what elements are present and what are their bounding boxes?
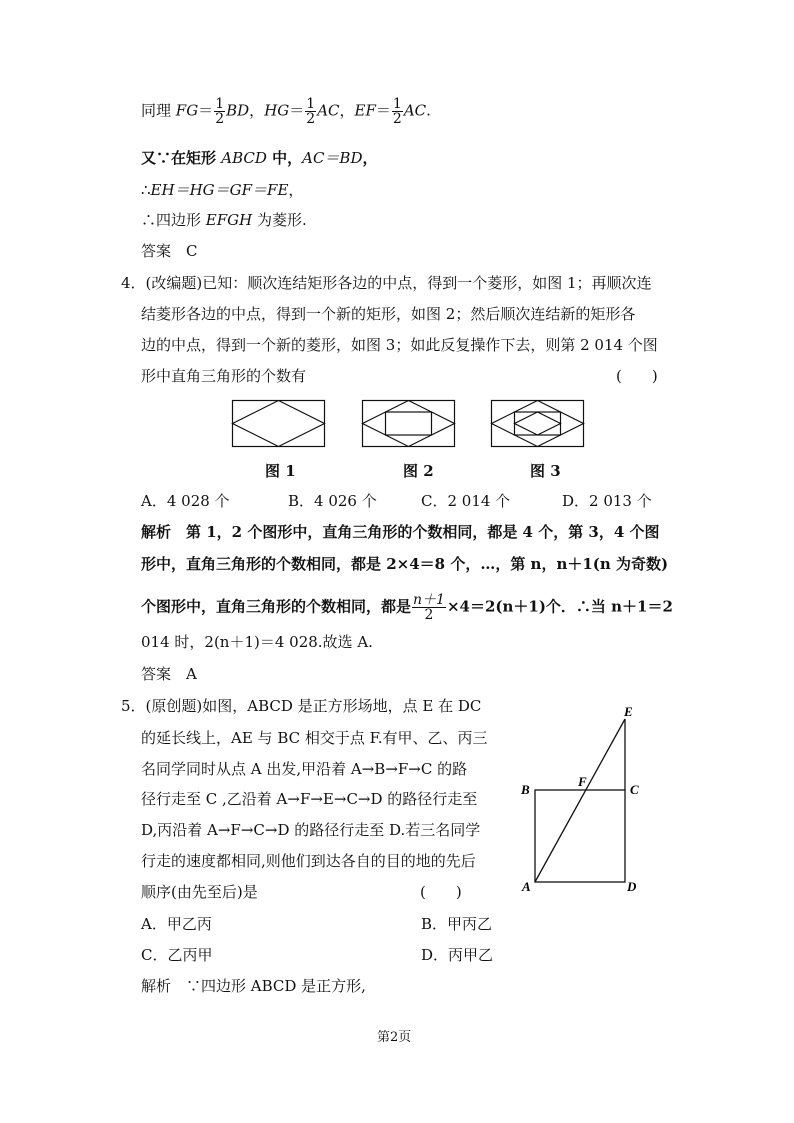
fraction-denominator: 2 xyxy=(306,111,316,127)
text-segment: 同理 xyxy=(141,101,176,120)
fraction-denominator: 2 xyxy=(215,111,225,127)
question-5-line-2: 的延长线上，AE 与 BC 相交于点 F.有甲、乙、丙三 xyxy=(141,729,488,747)
fraction-half xyxy=(392,97,403,126)
answer-paren: ( ) xyxy=(616,367,658,385)
solution-4-line-3 xyxy=(141,593,673,622)
outer-rectangle xyxy=(233,401,325,447)
option5-c: C．乙丙甲 xyxy=(141,946,213,964)
text-segment: 为菱形. xyxy=(252,211,307,229)
text-segment: ∴四边形 xyxy=(141,211,206,229)
text-segment: ， xyxy=(362,149,378,167)
inner-rectangle xyxy=(515,412,561,435)
question-5-line-6: 行走的速度都相同,则他们到达各自的目的地的先后 xyxy=(141,852,476,870)
solution-4-line-2: 形中，直角三角形的个数相同，都是 2×4＝8 个，…，第 n，n＋1(n 为奇数) xyxy=(141,555,669,573)
question-5-line-5: D,丙沿着 A→F→C→D 的路径行走至 D.若三名同学 xyxy=(141,821,481,839)
figure-2 xyxy=(362,400,456,448)
solution-4-line-4: 014 时，2(n＋1)＝4 028.故选 A. xyxy=(141,633,373,651)
math-var: EFGH xyxy=(205,211,253,229)
text-segment: ， xyxy=(339,101,355,120)
math-op: ＝ xyxy=(375,101,391,120)
question-5-line-4: 径行走至 C ,乙沿着 A→F→E→C→D 的路径行走至 xyxy=(141,790,478,808)
math-var: BD xyxy=(226,101,250,120)
option5-b: B．甲丙乙 xyxy=(421,915,493,933)
answer-3: 答案 C xyxy=(141,242,198,260)
text-segment: . xyxy=(426,101,431,120)
label-a: A xyxy=(522,879,531,894)
figure-1 xyxy=(232,400,326,448)
label-f: F xyxy=(578,774,587,789)
option-a: A．4 028 个 xyxy=(141,492,230,510)
text-segment: ， xyxy=(288,181,304,199)
math-var: AC＝BD xyxy=(302,149,363,167)
figure-2-caption: 图 2 xyxy=(403,462,434,480)
solution-4-line-1: 解析 第 1，2 个图形中，直角三角形的个数相同，都是 4 个，第 3，4 个图 xyxy=(141,523,660,541)
inner-rectangle xyxy=(386,412,432,435)
question-4-line-4: 形中直角三角形的个数有 xyxy=(141,367,307,385)
segment-ae xyxy=(535,719,625,882)
rhombus xyxy=(492,401,584,447)
text-segment: ∴ xyxy=(141,181,151,199)
fraction-numerator: 1 xyxy=(392,96,402,112)
proof-line-1 xyxy=(141,97,431,126)
math-op: ＝ xyxy=(289,101,305,120)
proof-line-4 xyxy=(141,210,307,230)
answer-4: 答案 A xyxy=(141,665,197,683)
text-segment: ×4＝2(n＋1)个．∴当 n＋1＝2 xyxy=(446,597,673,616)
fraction-numerator: 1 xyxy=(215,96,225,112)
proof-line-2 xyxy=(141,148,377,168)
solution-5-line-1: 解析 ∵四边形 ABCD 是正方形, xyxy=(141,977,366,995)
math-op: ＝ xyxy=(198,101,214,120)
label-b: B xyxy=(521,782,530,797)
question-5-line-7: 顺序(由先至后)是 xyxy=(141,883,258,901)
math-var: FG xyxy=(175,101,199,120)
figure-1-caption: 图 1 xyxy=(265,462,296,480)
option-b: B．4 026 个 xyxy=(288,492,377,510)
math-var: AC xyxy=(403,101,427,120)
fraction-half xyxy=(305,97,316,126)
rhombus xyxy=(363,401,455,447)
outer-rectangle xyxy=(363,401,455,447)
fraction-numerator: 1 xyxy=(306,96,316,112)
question-4-line-2: 结菱形各边的中点，得到一个新的矩形，如图 2；然后顺次连结新的矩形各 xyxy=(141,305,636,323)
square-figure xyxy=(514,705,654,905)
fraction-half xyxy=(214,97,225,126)
math-var: ABCD xyxy=(221,149,267,167)
figure-3 xyxy=(491,400,585,448)
answer-paren: ( ) xyxy=(420,883,462,901)
fraction-n-plus-1-over-2 xyxy=(412,593,446,622)
square-abcd xyxy=(535,790,625,882)
figure-3-caption: 图 3 xyxy=(530,462,561,480)
question-4-line-3: 边的中点，得到一个新的菱形，如图 3；如此反复操作下去，则第 2 014 个图 xyxy=(141,336,658,354)
label-d: D xyxy=(627,879,637,894)
page-number: 第2页 xyxy=(377,1030,412,1045)
option5-a: A．甲乙丙 xyxy=(141,915,212,933)
math-var: AC xyxy=(317,101,340,120)
label-e: E xyxy=(624,704,633,719)
text-segment: ， xyxy=(249,101,265,120)
question-5-line-1: 5．(原创题)如图，ABCD 是正方形场地，点 E 在 DC xyxy=(121,697,482,715)
math-var: HG xyxy=(264,101,290,120)
text-segment: 又∵在矩形 xyxy=(141,149,222,167)
outer-rectangle xyxy=(492,401,584,447)
question-4-line-1: 4．(改编题)已知：顺次连结矩形各边的中点，得到一个菱形，如图 1；再顺次连 xyxy=(121,274,652,292)
proof-line-3 xyxy=(141,180,303,200)
fraction-denominator: 2 xyxy=(424,607,434,623)
fraction-numerator: n＋1 xyxy=(413,592,445,608)
fraction-denominator: 2 xyxy=(392,111,402,127)
math-var: EF xyxy=(354,101,376,120)
option-d: D．2 013 个 xyxy=(562,492,652,510)
question-5-line-3: 名同学同时从点 A 出发,甲沿着 A→B→F→C 的路 xyxy=(141,760,468,778)
label-c: C xyxy=(630,782,639,797)
rhombus xyxy=(233,401,325,447)
option-c: C．2 014 个 xyxy=(421,492,511,510)
option5-d: D．丙甲乙 xyxy=(421,946,494,964)
text-segment: 个图形中，直角三角形的个数相同，都是 xyxy=(141,597,412,616)
inner-rhombus xyxy=(515,412,561,435)
text-segment: 中， xyxy=(266,149,303,167)
math-expression: EH＝HG＝GF＝FE xyxy=(150,181,289,199)
